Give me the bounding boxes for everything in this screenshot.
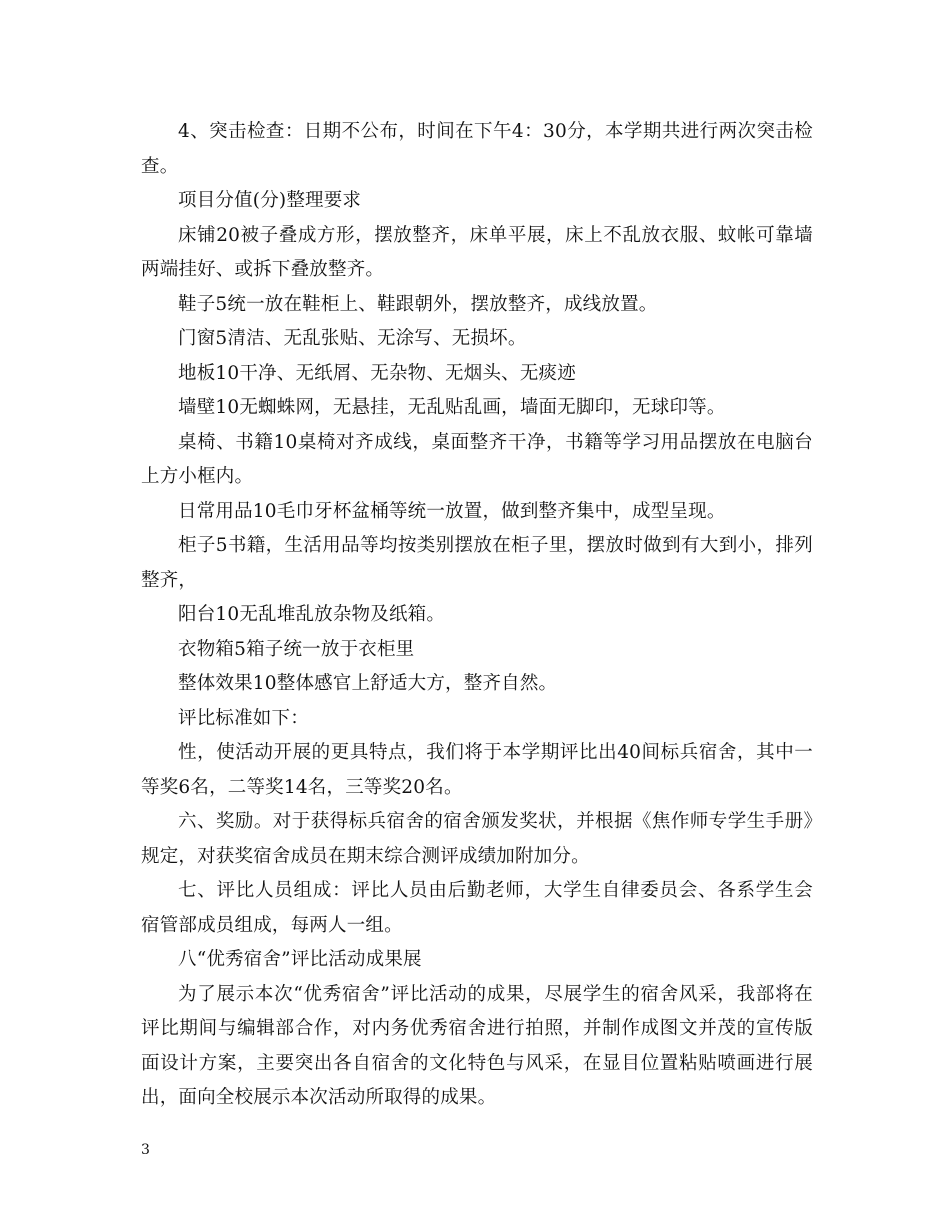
paragraph-rewards: 六、奖励。对于获得标兵宿舍的宿舍颁发奖状，并根据《焦作师专学生手册》规定，对获奖宿舍成员在期末综合测评成绩加附加分。 [141,811,813,867]
paragraph-judges: 七、评比人员组成：评比人员由后勤老师，大学生自律委员会、各系学生会宿管部成员组成，每两人一组。 [141,880,813,936]
page-number: 3 [141,1142,150,1158]
paragraph-cabinet: 柜子5书籍，生活用品等均按类别摆放在柜子里，摆放时做到有大到小，排列整齐， [141,535,813,591]
paragraph-bed: 床铺20被子叠成方形，摆放整齐，床单平展，床上不乱放衣服、蚊帐可靠墙两端挂好、或拆下叠放整齐。 [141,224,813,280]
paragraph-surprise-inspection: 4、突击检查：日期不公布，时间在下午4：30分，本学期共进行两次突击检查。 [141,121,813,177]
paragraph-daily-items: 日常用品10毛巾牙杯盆桶等统一放置，做到整齐集中，成型呈现。 [178,500,726,522]
paragraph-criteria-heading: 评比标准如下： [178,707,309,729]
paragraph-desks-books: 桌椅、书籍10桌椅对齐成线，桌面整齐干净，书籍等学习用品摆放在电脑台上方小框内。 [141,431,813,487]
paragraph-shoes: 鞋子5统一放在鞋柜上、鞋跟朝外，摆放整齐，成线放置。 [178,293,658,315]
paragraph-exhibition-heading: 八“优秀宿舍”评比活动成果展 [178,949,422,970]
paragraph-award-count: 性，使活动开展的更具特点，我们将于本学期评比出40间标兵宿舍，其中一等奖6名，二等奖14名，三等奖20名。 [141,742,813,798]
paragraph-walls: 墙壁10无蜘蛛网，无悬挂，无乱贴乱画，墙面无脚印，无球印等。 [178,397,726,418]
document-body [141,115,813,1116]
paragraph-floor: 地板10干净、无纸屑、无杂物、无烟头、无痰迹 [178,362,576,384]
paragraph-luggage: 衣物箱5箱子统一放于衣柜里 [178,638,415,660]
paragraph-doors-windows: 门窗5清洁、无乱张贴、无涂写、无损坏。 [178,328,527,349]
paragraph-exhibition-body: 为了展示本次“优秀宿舍”评比活动的成果，尽展学生的宿舍风采，我部将在评比期间与编辑部合作，对内务优秀宿舍进行拍照，并制作成图文并茂的宣传版面设计方案，主要突出各自宿舍的文化特色与风采，在显目位置粘贴喷画进行展出，面向全校展示本次活动所取得的成果。 [141,983,813,1108]
paragraph-balcony: 阳台10无乱堆乱放杂物及纸箱。 [178,604,446,625]
paragraph-overall-effect: 整体效果10整体感官上舒适大方，整齐自然。 [178,673,558,694]
paragraph-table-header: 项目分值(分)整理要求 [178,190,362,211]
